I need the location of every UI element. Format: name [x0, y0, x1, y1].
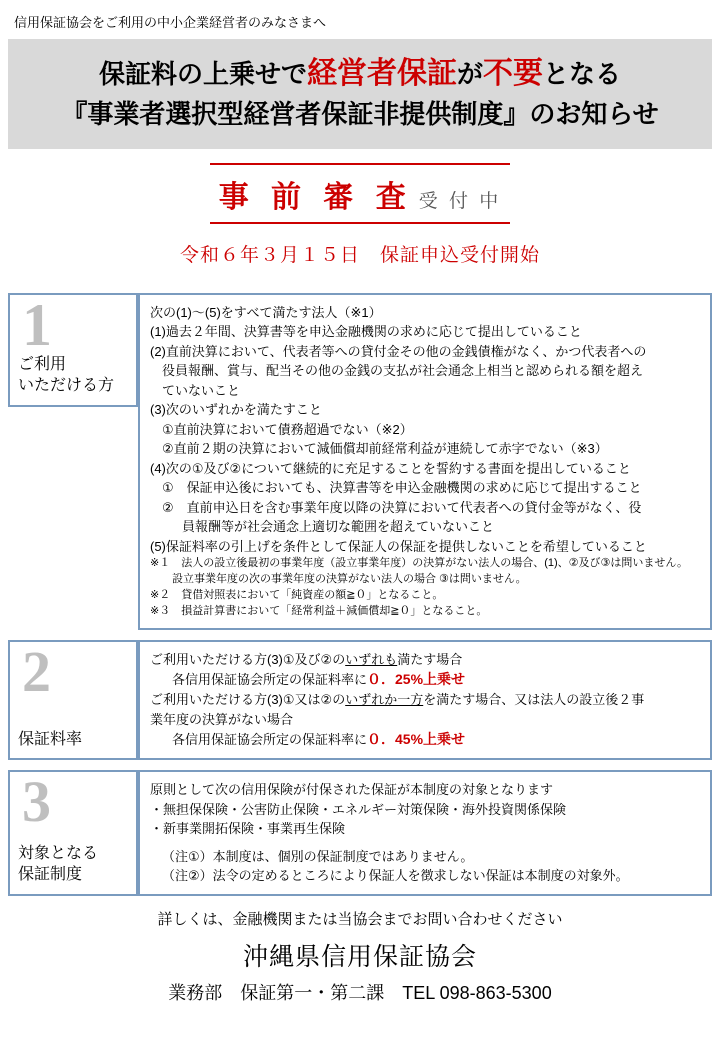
section-target-system: [8, 770, 712, 896]
section-2-number-cell: [8, 640, 138, 761]
s1-note-2: ※２ 貸借対照表において「純資産の額≧０」となること。: [150, 588, 444, 601]
section-2-caption-line1: 保証料率: [18, 730, 83, 748]
s2-p2-a: ご利用いただける方(3)①又は②の: [150, 692, 346, 708]
screening-block: [0, 163, 720, 267]
section-1-body: [138, 293, 712, 630]
s3-note-1: （注②）法令の定めるところにより保証人を徴求しない保証は本制度の対象外。: [162, 868, 629, 884]
s3-note-0: （注①）本制度は、個別の保証制度ではありません。: [162, 848, 474, 864]
s3-spacer: [150, 839, 702, 847]
banner-text-a: 保証料の上乗せで: [98, 59, 307, 89]
s2-para1-line2: [150, 669, 702, 690]
start-date-text: 令和６年３月１５日 保証申込受付開始: [179, 244, 540, 266]
section-2-body: [138, 640, 712, 761]
footer-organization-name: 沖縄県信用保証協会: [242, 942, 477, 971]
section-2-caption: [18, 729, 130, 753]
s2-p1-e: ０．25%上乗せ: [367, 671, 466, 688]
screening-main-label: 事 前 審 査: [218, 180, 413, 214]
banner-text-c: が: [456, 59, 483, 89]
s3-line-2: ・新事業開拓保険・事業再生保険: [150, 821, 346, 837]
s1-line-1: (1)過去２年間、決算書等を申込金融機関の求めに応じて提出していること: [150, 324, 582, 339]
section-guarantee-rate: [8, 640, 712, 761]
s2-para1-line1: [150, 650, 702, 670]
s2-para2-line1: [150, 690, 702, 710]
section-1-caption-line2: いただける方: [18, 377, 115, 395]
section-3-caption-line1: 対象となる: [18, 844, 99, 862]
s1-line-10: ② 直前申込日を含む事業年度以降の決算において代表者への貸付金等がなく、役: [162, 499, 642, 515]
s1-note-3: ※３ 損益計算書において「経常利益＋減価償却≧０」となること。: [150, 604, 488, 617]
s1-line-0: 次の(1)～(5)をすべて満たす法人（※1）: [150, 304, 382, 320]
section-3-number-cell: [8, 770, 138, 896]
section-3-body: [138, 770, 712, 896]
s2-p2-b: いずれか一方: [345, 692, 424, 708]
s2-p1-d: 各信用保証協会所定の保証料率に: [172, 672, 368, 688]
section-3-caption-line2: 保証制度: [18, 866, 83, 884]
s1-note-1: 設立事業年度の次の事業年度の決算がない法人の場合 ③は問いません。: [172, 572, 527, 585]
banner-text-highlight-keiei: 経営者保証: [306, 57, 457, 90]
s1-line-8: (4)次の①及び②について継続的に充足することを誓約する書面を提出していること: [150, 460, 631, 476]
top-note: 信用保証協会をご利用の中小企業経営者のみなさまへ: [14, 15, 327, 30]
s1-line-6: ①直前決算において債務超過でない（※2）: [162, 421, 413, 437]
s2-p1-a: ご利用いただける方(3)①及び②の: [150, 651, 346, 667]
section-2-number: 2: [22, 638, 51, 704]
s2-p2-f: ０．45%上乗せ: [367, 731, 466, 748]
s1-line-4: ていないこと: [162, 382, 241, 398]
section-1-caption: [18, 354, 130, 399]
s2-para2-line2: 業年度の決算がない場合: [150, 711, 294, 727]
section-3-caption: [18, 843, 130, 888]
s2-p1-c: 満たす場合: [397, 651, 463, 667]
banner-line-2: 『事業者選択型経営者保証非提供制度』のお知らせ: [61, 98, 659, 129]
s1-line-12: (5)保証料率の引上げを条件として保証人の保証を提供しないことを希望していること: [150, 538, 647, 554]
s2-p1-b: いずれも: [345, 651, 398, 667]
sections-container: [8, 293, 712, 896]
s3-line-0: 原則として次の信用保険が付保された保証が本制度の対象となります: [150, 782, 554, 798]
banner-text-e: となる: [543, 59, 622, 89]
section-1-number: 1: [22, 291, 52, 358]
s1-line-11: 員報酬等が社会通念上適切な範囲を超えていないこと: [182, 519, 495, 534]
s1-note-0: ※１ 法人の設立後最初の事業年度（設立事業年度）の決算がない法人の場合、(1)、②及び③は問いません。: [150, 557, 689, 569]
screening-sub-label: 受 付 中: [418, 190, 502, 212]
divider-bottom: [210, 222, 510, 224]
s1-line-9: ① 保証申込後においても、決算書等を申込金融機関の求めに応じて提出すること: [162, 480, 642, 495]
banner-line-1: [8, 53, 712, 96]
footer-department-tel: 業務部 保証第一・第二課 TEL 098-863-5300: [168, 982, 552, 1003]
s1-line-3: 役員報酬、賞与、配当その他の金銭の支払が社会通念上相当と認められる額を超え: [162, 363, 644, 378]
s1-line-2: (2)直前決算において、代表者等への貸付金その他の金銭債権がなく、かつ代表者への: [150, 343, 647, 359]
s2-p2-c: を満たす場合、又は法人の設立後２事: [423, 692, 645, 708]
s1-line-5: (3)次のいずれかを満たすこと: [150, 402, 322, 417]
s3-line-1: ・無担保保険・公害防止保険・エネルギー対策保険・海外投資関係保険: [150, 801, 567, 817]
section-1-number-cell: [8, 293, 138, 407]
banner-text-highlight-fuyou: 不要: [483, 57, 543, 90]
screening-status: [0, 165, 720, 222]
section-1-caption-line1: ご利用: [18, 355, 67, 373]
s2-p2-e: 各信用保証協会所定の保証料率に: [172, 732, 368, 748]
header-banner: [8, 39, 712, 149]
section-eligibility: [8, 293, 712, 630]
section-3-number: 3: [22, 769, 51, 835]
s2-para2-line3: [150, 729, 702, 750]
footer-contact-note: 詳しくは、金融機関または当協会までお問い合わせください: [157, 910, 563, 928]
s1-line-7: ②直前２期の決算において減価償却前経常利益が連続して赤字でない（※3）: [162, 441, 608, 456]
footer: [0, 908, 720, 1005]
